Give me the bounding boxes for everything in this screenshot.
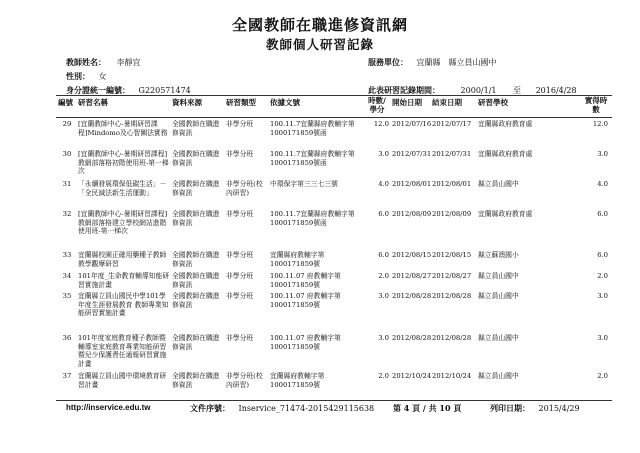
cell-doc: 宜蘭縣府教輔字第1000171859號 bbox=[270, 372, 325, 389]
cell-actual: 2.0 bbox=[597, 372, 608, 380]
doc-label: 文件序號： bbox=[190, 403, 230, 413]
cell-hours: 2.0 bbox=[378, 372, 389, 380]
cell-source: 全國教師在職進修資訊 bbox=[172, 150, 220, 167]
cell-type: 非學分班 bbox=[226, 251, 254, 259]
cell-school: 縣立員山國中 bbox=[478, 372, 519, 380]
cell-hours: 12.0 bbox=[373, 120, 389, 128]
cell-end: 2012/10/24 bbox=[432, 372, 472, 380]
period-start: 2000/1/1 bbox=[460, 86, 497, 95]
teacher-gender-row bbox=[66, 71, 107, 82]
cell-start: 2012/07/31 bbox=[392, 150, 432, 158]
cell-no: 33 bbox=[62, 251, 72, 259]
col-type-header: 研習類型 bbox=[226, 98, 256, 107]
cell-start: 2012/08/27 bbox=[392, 272, 432, 280]
cell-no: 34 bbox=[62, 272, 72, 280]
cell-name: [宜蘭教師中心-暑期研習課程]Mindomo及心智圖法實務 bbox=[78, 120, 168, 137]
cell-type: 非學分班 bbox=[226, 292, 254, 300]
cell-hours: 2.0 bbox=[378, 272, 389, 280]
cell-actual: 12.0 bbox=[592, 120, 608, 128]
cell-end: 2012/07/31 bbox=[432, 150, 472, 158]
cell-source: 全國教師在職進修資訊 bbox=[172, 334, 220, 351]
cell-actual: 3.0 bbox=[597, 150, 608, 158]
page-subtitle: 教師個人研習記錄 bbox=[265, 37, 374, 52]
unit-label: 服務單位： bbox=[368, 57, 408, 67]
cell-hours: 3.0 bbox=[378, 292, 389, 300]
cell-hours: 6.0 bbox=[378, 251, 389, 259]
cell-source: 全國教師在職進修資訊 bbox=[172, 180, 220, 197]
doc-number: Inservice_71474-2015429115638 bbox=[238, 404, 375, 413]
teacher-name-label: 教師姓名： bbox=[66, 57, 106, 67]
gender: 女 bbox=[98, 72, 107, 81]
col-no-header: 編號 bbox=[58, 98, 73, 107]
unit: 宜蘭縣 縣立員山國中 bbox=[416, 58, 497, 67]
cell-type: 非學分班(校內研習) bbox=[226, 372, 263, 389]
cell-actual: 3.0 bbox=[597, 334, 608, 342]
header-top-rule bbox=[56, 95, 612, 96]
cell-no: 36 bbox=[62, 334, 72, 342]
cell-type: 非學分班 bbox=[226, 272, 254, 280]
col-school-header: 研習學校 bbox=[478, 98, 508, 107]
cell-actual: 6.0 bbox=[597, 251, 608, 259]
footer-url: http://inservice.edu.tw bbox=[66, 403, 151, 412]
cell-actual: 6.0 bbox=[597, 210, 608, 218]
cell-source: 全國教師在職進修資訊 bbox=[172, 372, 220, 389]
cell-no: 29 bbox=[62, 120, 72, 128]
col-end-header: 結束日期 bbox=[432, 98, 462, 107]
cell-end: 2012/08/01 bbox=[432, 180, 472, 188]
cell-no: 31 bbox=[62, 180, 72, 188]
cell-no: 37 bbox=[62, 372, 72, 380]
cell-school: 縣立蘇澳國小 bbox=[478, 251, 519, 259]
cell-doc: 100.11.07 府教輔字第1000171859號 bbox=[270, 334, 341, 351]
footer-rule bbox=[56, 400, 612, 401]
cell-actual: 3.0 bbox=[597, 292, 608, 300]
col-hours-header: 時數/學分 bbox=[368, 96, 386, 114]
cell-actual: 2.0 bbox=[597, 272, 608, 280]
cell-source: 全國教師在職進修資訊 bbox=[172, 272, 220, 289]
cell-name: 101年度家庭教育種子教師暨輔導室家庭教育專業知能研習暨兒少保護責任通報研習實施計畫 bbox=[78, 334, 167, 368]
print-date: 2015/4/29 bbox=[538, 404, 580, 413]
cell-school: 縣立員山國中 bbox=[478, 272, 519, 280]
cell-school: 縣立員山國中 bbox=[478, 334, 519, 342]
cell-doc: 宜蘭縣府教輔字第1000171859號 bbox=[270, 251, 325, 268]
cell-doc: 100.11.7宜蘭縣府教輔字第1000171859號函 bbox=[270, 210, 355, 227]
print-label: 列印日期： bbox=[490, 403, 530, 413]
cell-doc: 100.11.7宜蘭縣府教輔字第1000171859號函 bbox=[270, 150, 355, 167]
cell-name: [宜蘭教師中心-暑期研習課程]教網部落格建立學校網站進階使用班-第一梯次 bbox=[78, 210, 168, 236]
cell-school: 宜蘭縣政府教育處 bbox=[478, 120, 533, 128]
unit-row bbox=[368, 57, 497, 68]
cell-school: 宜蘭縣政府教育處 bbox=[478, 210, 533, 218]
cell-no: 30 bbox=[62, 150, 72, 158]
cell-end: 2012/07/17 bbox=[432, 120, 472, 128]
cell-name: 宜蘭縣校園正確用藥種子教師教學觀摩研習 bbox=[78, 251, 167, 268]
cell-source: 全國教師在職進修資訊 bbox=[172, 251, 220, 268]
cell-hours: 6.0 bbox=[378, 210, 389, 218]
id-label: 身分證統一編號： bbox=[66, 85, 130, 95]
cell-school: 縣立員山國中 bbox=[478, 292, 519, 300]
period-end: 2016/4/28 bbox=[535, 86, 577, 95]
cell-school: 宜蘭縣政府教育處 bbox=[478, 150, 533, 158]
teacher-id: G220571474 bbox=[138, 86, 191, 95]
cell-end: 2012/08/27 bbox=[432, 272, 472, 280]
cell-start: 2012/10/24 bbox=[392, 372, 432, 380]
cell-name: [宜蘭教師中心-暑期研習課程]教網部落格初階使用班-第一梯次 bbox=[78, 150, 169, 176]
period-label: 此表研習記錄期間： bbox=[368, 85, 440, 95]
cell-hours: 3.0 bbox=[378, 334, 389, 342]
cell-start: 2012/08/09 bbox=[392, 210, 432, 218]
cell-name: 「永續發展環保低碳生活」－「全民減法新生活運動」 bbox=[78, 180, 167, 197]
cell-start: 2012/07/16 bbox=[392, 120, 432, 128]
cell-start: 2012/08/28 bbox=[392, 334, 432, 342]
cell-type: 非學分班 bbox=[226, 334, 254, 342]
col-name-header: 研習名稱 bbox=[78, 98, 108, 107]
cell-hours: 3.0 bbox=[378, 150, 389, 158]
cell-no: 35 bbox=[62, 292, 72, 300]
footer-doc bbox=[190, 403, 374, 414]
cell-end: 2012/08/28 bbox=[432, 292, 472, 300]
col-source-header: 資料來源 bbox=[172, 98, 202, 107]
cell-source: 全國教師在職進修資訊 bbox=[172, 120, 220, 137]
page-title: 全國教師在職進修資訊網 bbox=[231, 16, 408, 34]
cell-doc: 100.11.07 府教輔字第1000171859號 bbox=[270, 272, 341, 289]
cell-doc: 100.11.7宜蘭縣府教輔字第1000171859號函 bbox=[270, 120, 355, 137]
cell-actual: 4.0 bbox=[597, 180, 608, 188]
cell-doc: 中環保字第三三七三號 bbox=[270, 180, 338, 188]
teacher-name: 李靜宜 bbox=[116, 58, 141, 67]
cell-school: 縣立員山國中 bbox=[478, 180, 519, 188]
teacher-name-row bbox=[66, 57, 141, 68]
cell-name: 101年度_生命教育輔導知能研習實施計畫 bbox=[78, 272, 170, 289]
cell-type: 非學分班 bbox=[226, 120, 254, 128]
cell-type: 非學分班 bbox=[226, 150, 254, 158]
col-doc-header: 依據文號 bbox=[270, 98, 300, 107]
cell-name: 宜蘭縣立員山國民中學101學年度生涯發展教育 教師專業知能研習實施計畫 bbox=[78, 292, 169, 318]
cell-type: 非學分班(校內研習) bbox=[226, 180, 263, 197]
cell-doc: 100.11.07 府教輔字第1000171859號 bbox=[270, 292, 341, 309]
cell-type: 非學分班 bbox=[226, 210, 254, 218]
cell-end: 2012/08/28 bbox=[432, 334, 472, 342]
cell-hours: 4.0 bbox=[378, 180, 389, 188]
cell-no: 32 bbox=[62, 210, 72, 218]
footer-print bbox=[490, 403, 580, 414]
cell-end: 2012/08/09 bbox=[432, 210, 472, 218]
cell-name: 宜蘭縣立員山國中環境教育研習計畫 bbox=[78, 372, 167, 389]
col-start-header: 開始日期 bbox=[392, 98, 422, 107]
cell-source: 全國教師在職進修資訊 bbox=[172, 210, 220, 227]
cell-start: 2012/08/15 bbox=[392, 251, 432, 259]
cell-source: 全國教師在職進修資訊 bbox=[172, 292, 220, 309]
gender-label: 性別： bbox=[66, 71, 90, 81]
header-bottom-rule bbox=[56, 117, 612, 118]
page-indicator: 第 4 頁 / 共 10 頁 bbox=[393, 403, 462, 413]
period-to: 至 bbox=[513, 86, 522, 95]
cell-start: 2012/08/28 bbox=[392, 292, 432, 300]
col-actual-header: 實得時數 bbox=[584, 96, 608, 114]
cell-start: 2012/08/01 bbox=[392, 180, 432, 188]
cell-end: 2012/08/15 bbox=[432, 251, 472, 259]
